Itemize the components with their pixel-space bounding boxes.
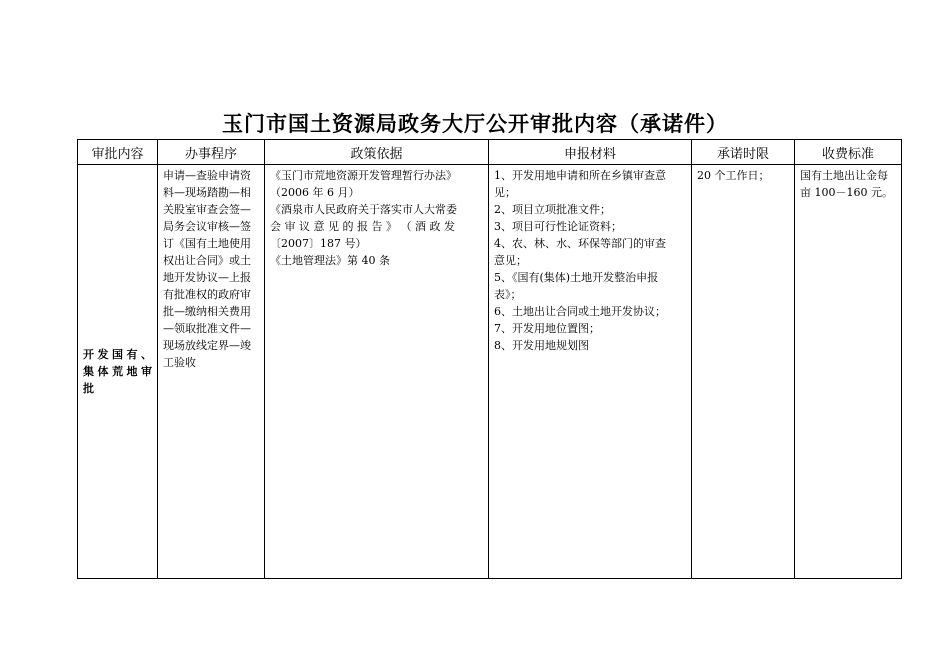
- header-item: 审批内容: [78, 140, 158, 165]
- materials-line: 7、开发用地位置图；: [494, 322, 600, 335]
- policy-line: 《玉门市荒地资源开发管理暂行办法》: [270, 169, 457, 182]
- cell-procedure: [158, 165, 265, 579]
- table-header-row: [78, 140, 902, 165]
- procedure-line: 地开发协议—上报: [163, 271, 251, 284]
- policy-line: 《土地管理法》第 40 条: [270, 254, 390, 267]
- materials-line: 2、项目立项批准文件；: [494, 203, 611, 216]
- fee-line: 国有土地出让金每: [800, 169, 888, 182]
- policy-line: 会 审 议 意 见 的 报 告 》 （ 酒 政 发: [270, 220, 455, 233]
- procedure-line: 现场放线定界—竣: [163, 339, 251, 352]
- materials-line: 意见；: [494, 254, 527, 267]
- document-title: 玉门市国土资源局政务大厅公开审批内容（承诺件）: [222, 112, 728, 136]
- cell-materials: [489, 165, 692, 579]
- procedure-line: 料—现场踏勘—相: [163, 186, 251, 199]
- procedure-line: 有批准权的政府审: [163, 288, 251, 301]
- header-materials: 申报材料: [489, 140, 692, 165]
- procedure-line: 订《国有土地使用: [163, 237, 251, 250]
- cell-item: [78, 165, 158, 579]
- procedure-line: —领取批准文件—: [163, 322, 251, 335]
- header-procedure: 办事程序: [158, 140, 265, 165]
- header-policy: 政策依据: [265, 140, 489, 165]
- cell-fee: [795, 165, 902, 579]
- header-time-limit: 承诺时限: [692, 140, 795, 165]
- approval-table: [77, 139, 902, 579]
- procedure-line: 批—缴纳相关费用: [163, 305, 251, 318]
- materials-line: 见；: [494, 186, 516, 199]
- cell-policy: [265, 165, 489, 579]
- procedure-line: 权出让合同》或土: [163, 254, 251, 267]
- materials-line: 8、开发用地规划图: [494, 339, 589, 352]
- materials-line: 表》；: [494, 288, 522, 301]
- policy-line: （2006 年 6 月）: [270, 186, 360, 199]
- table-row: [78, 165, 902, 579]
- procedure-line: 工验收: [163, 356, 196, 369]
- policy-line: 《酒泉市人民政府关于落实市人大常委: [270, 203, 457, 216]
- header-fee: 收费标准: [795, 140, 902, 165]
- procedure-line: 关股室审查会签—: [163, 203, 251, 216]
- materials-line: 1、开发用地申请和所在乡镇审查意: [494, 169, 666, 182]
- materials-line: 4、农、林、水、环保等部门的审查: [494, 237, 666, 250]
- materials-line: 3、项目可行性论证资料；: [494, 220, 622, 233]
- policy-line: 〔2007〕187 号）: [270, 237, 367, 250]
- item-line: 集体荒地审: [83, 365, 152, 378]
- time-limit-text: 20 个工作日；: [697, 169, 770, 182]
- cell-time-limit: [692, 165, 795, 579]
- procedure-line: 局务会议审核—签: [163, 220, 251, 233]
- item-line: 批: [83, 382, 94, 395]
- materials-line: 5、《国有(集体)土地开发整治申报: [494, 271, 659, 284]
- materials-line: 6、土地出让合同或土地开发协议；: [494, 305, 666, 318]
- procedure-line: 申请—查验申请资: [163, 169, 251, 182]
- fee-line: 亩 100－160 元。: [800, 186, 893, 199]
- item-line: 开发国有、: [83, 348, 152, 361]
